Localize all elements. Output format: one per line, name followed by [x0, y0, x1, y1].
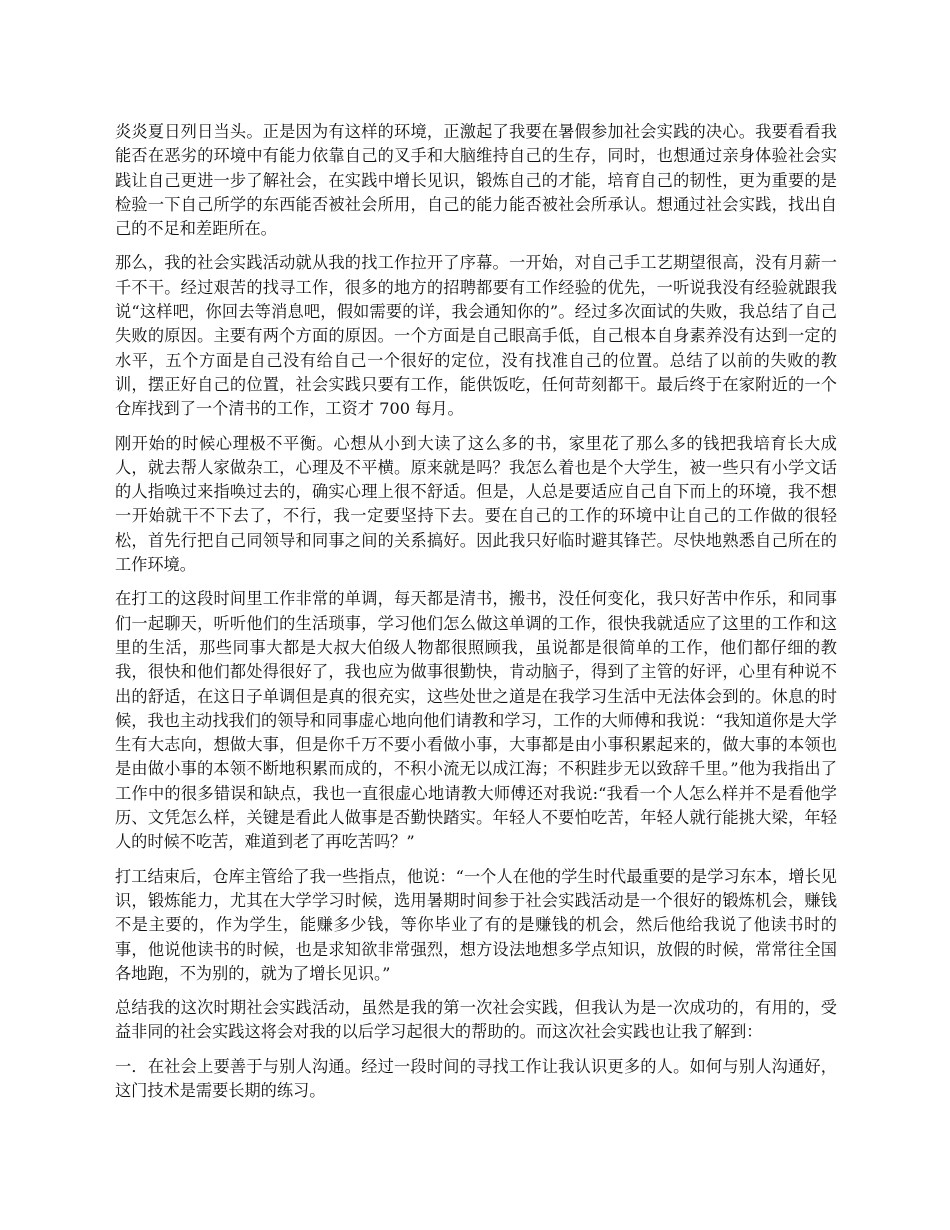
paragraph-4: 在打工的这段时间里工作非常的单调，每天都是清书，搬书，没任何变化，我只好苦中作乐，和同事们一起聊天，听听他们的生活琐事，学习他们怎么做这单调的工作，很快我就适应了这里的工作和这里的生活，那些同事大都是大叔大伯级人物都很照顾我，虽说都是很简单的工作，他们都仔细的教我，很快和他们都处得很好了，我也应为做事很勤快，肯动脑子，得到了主管的好评，心里有种说不出的舒适，在这日子单调但是真的很充实，这些处世之道是在我学习生活中无法体会到的。休息的时候，我也主动找我们的领导和同事虚心地向他们请教和学习，工作的大师傅和我说：“我知道你是大学生有大志向，想做大事，但是你千万不要小看做小事，大事都是由小事积累起来的，做大事的本领也是由做小事的本领不断地积累而成的，不积小流无以成江海；不积跬步无以致辞千里。”他为我指出了工作中的很多错误和缺点，我也一直很虚心地请教大师傅还对我说:“我看一个人怎么样并不是看他学历、文凭怎么样，关键是看此人做事是否勤快踏实。年轻人不要怕吃苦，年轻人就行能挑大梁，年轻人的时候不吃苦，难道到老了再吃苦吗？”	[115, 589, 837, 852]
document-page	[115, 120, 837, 1113]
paragraph-1: 炎炎夏日列日当头。正是因为有这样的环境，正激起了我要在暑假参加社会实践的决心。我要看看我能否在恶劣的环境中有能力依靠自己的叉手和大脑维持自己的生存，同时，也想通过亲身体验社会实践让自己更进一步了解社会，在实践中增长见识，锻炼自己的才能，培育自己的韧性，更为重要的是检验一下自己所学的东西能否被社会所用，自己的能力能否被社会所承认。想通过社会实践，找出自己的不足和差距所在。	[115, 122, 837, 239]
paragraph-2: 那么，我的社会实践活动就从我的找工作拉开了序幕。一开始，对自己手工艺期望很高，没有月薪一千不干。经过艰苦的找寻工作，很多的地方的招聘都要有工作经验的优先，一听说我没有经验就跟我说“这样吧，你回去等消息吧，假如需要的详，我会通知你的”。经过多次面试的失败，我总结了自己失败的原因。主要有两个方面的原因。一个方面是自己眼高手低，自己根本自身素养没有达到一定的水平，五个方面是自己没有给自己一个很好的定位，没有找准自己的位置。总结了以前的失败的教训，摆正好自己的位置，社会实践只要有工作，能供饭吃，任何苛刻都干。最后终于在家附近的一个仓库找到了一个清书的工作，工资才 700 每月。	[115, 253, 837, 419]
paragraph-3: 刚开始的时候心理极不平衡。心想从小到大读了这么多的书，家里花了那么多的钱把我培育长大成人，就去帮人家做杂工，心理及不平横。原来就是吗？我怎么着也是个大学生，被一些只有小学文话的人指唤过来指唤过去的，确实心理上很不舒适。但是，人总是要适应自己自下而上的环境，我不想一开始就干不下去了，不行，我一定要坚持下去。要在自己的工作的环境中让自己的工作做的很轻松，首先行把自己同领导和同事之间的关系搞好。因此我只好临时避其锋芒。尽快地熟悉自己所在的工作环境。	[115, 433, 837, 575]
paragraph-5: 打工结束后，仓库主管给了我一些指点，他说：“一个人在他的学生时代最重要的是学习东本，增长见识，锻炼能力，尤其在大学学习时候，选用暑期时间参于社会实践活动是一个很好的锻炼机会，赚钱不是主要的，作为学生，能赚多少钱，等你毕业了有的是赚钱的机会，然后他给我说了他读书时的事，他说他读书的时候，也是求知欲非常强烈，想方设法地想多学点知识，放假的时候，常常往全国各地跑，不为别的，就为了增长见识。”	[115, 866, 837, 983]
paragraph-7: 一．在社会上要善于与别人沟通。经过一段时间的寻找工作让我认识更多的人。如何与别人沟通好，这门技术是需要长期的练习。	[115, 1056, 837, 1100]
paragraph-6: 总结我的这次时期社会实践活动，虽然是我的第一次社会实践，但我认为是一次成功的，有用的，受益非同的社会实践这将会对我的以后学习起很大的帮助的。而这次社会实践也让我了解到：	[115, 998, 837, 1042]
